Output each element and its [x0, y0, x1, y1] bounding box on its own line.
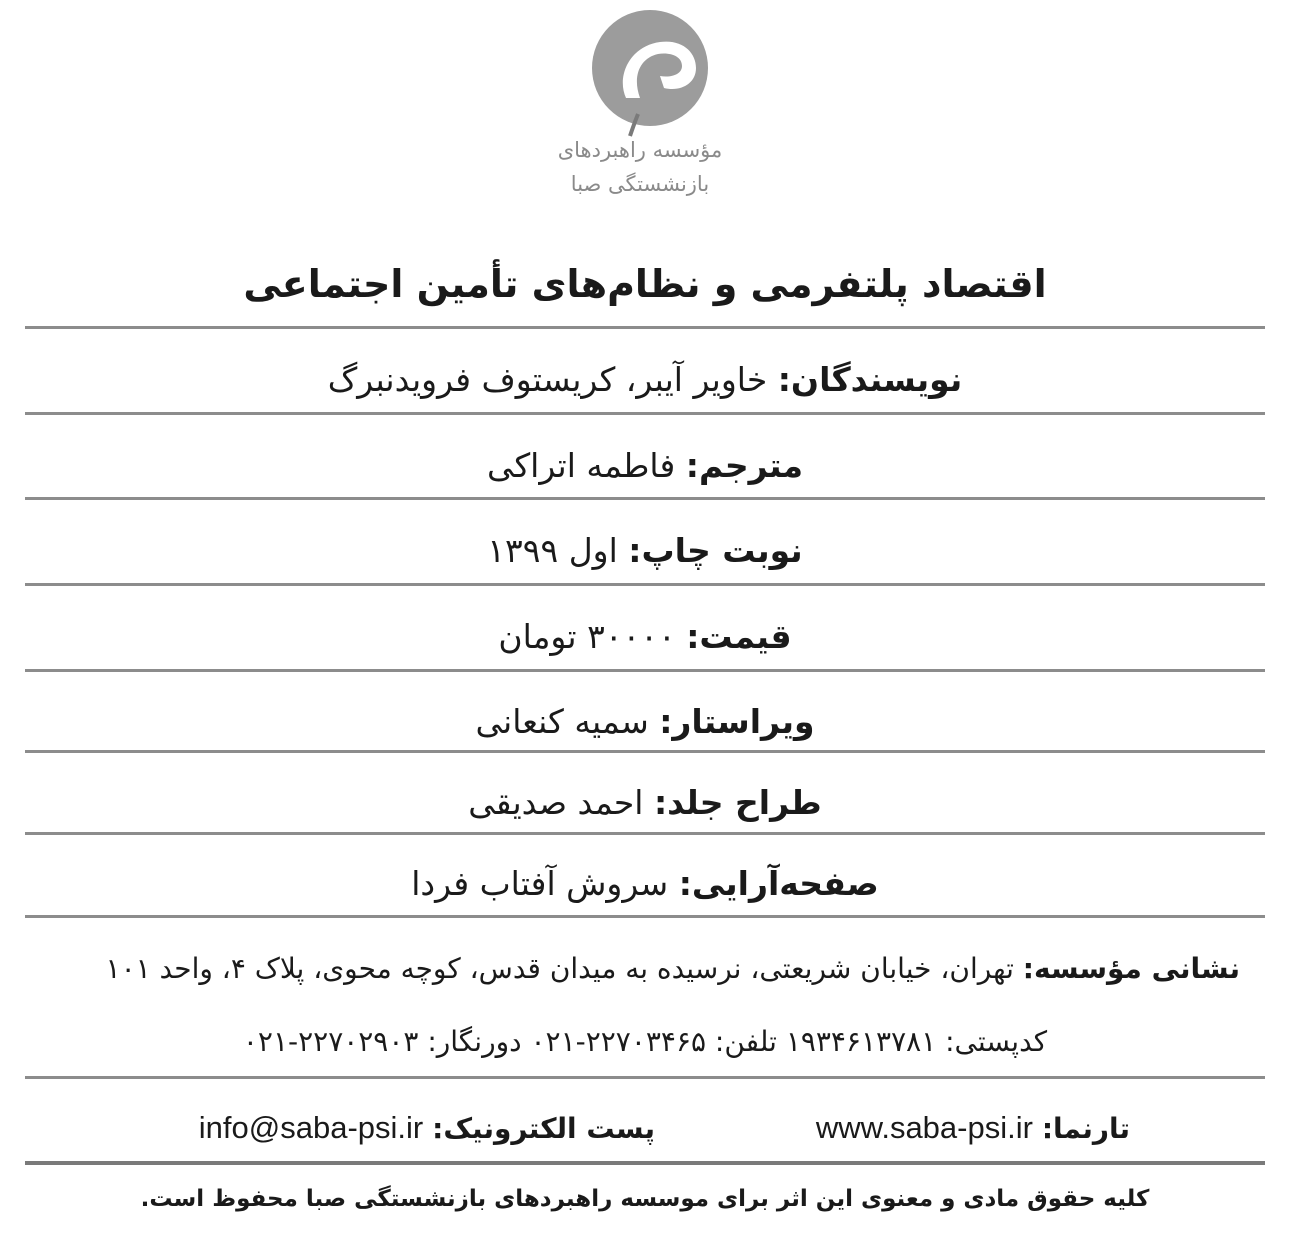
credit-label: نویسندگان: [777, 360, 963, 399]
credit-value: اول ۱۳۹۹ [487, 531, 629, 570]
website-link[interactable]: www.saba-psi.ir [815, 1110, 1033, 1145]
book-title: اقتصاد پلتفرمی و نظام‌های تأمین اجتماعی [243, 262, 1047, 306]
credit-value: خاویر آیبر، کریستوف فرویدنبرگ [327, 360, 778, 399]
credit-cover-designer [25, 783, 1265, 822]
credit-translator [25, 446, 1265, 485]
divider [25, 326, 1265, 329]
website-line [816, 1110, 1130, 1146]
credit-value: سمیه کنعانی [475, 702, 660, 741]
divider [25, 832, 1265, 835]
logo-text-line1: مؤسسه راهبردهای [557, 138, 723, 162]
credit-label: ویراستار: [659, 702, 815, 741]
credit-authors [25, 360, 1265, 399]
divider [25, 583, 1265, 586]
website-label: تارنما: [1041, 1112, 1130, 1145]
divider [25, 497, 1265, 500]
postal-phone-fax: کدپستی: ۱۹۳۴۶۱۳۷۸۱ تلفن: ۲۲۷۰۳۴۶۵-۰۲۱ دورنگار: ۲۲۷۰۲۹۰۳-۰۲۱ [242, 1025, 1048, 1058]
credit-value: ۳۰۰۰۰ تومان [498, 617, 687, 656]
divider [25, 1161, 1265, 1165]
divider [25, 750, 1265, 753]
credit-label: مترجم: [685, 446, 804, 485]
credit-layout [25, 864, 1265, 903]
credit-label: طراح جلد: [653, 783, 822, 822]
credit-value: احمد صدیقی [468, 783, 654, 822]
divider [25, 669, 1265, 672]
credit-editor [25, 702, 1265, 741]
address-line [40, 952, 1240, 985]
divider [25, 915, 1265, 918]
credit-value: فاطمه اتراکی [486, 446, 686, 485]
credit-edition [25, 531, 1265, 570]
logo-text-line2: بازنشستگی صبا [570, 172, 710, 196]
copyright-notice: کلیه حقوق مادی و معنوی این اثر برای موسسه راهبردهای بازنشستگی صبا محفوظ است. [140, 1186, 1150, 1212]
divider [25, 412, 1265, 415]
email-link[interactable]: info@saba-psi.ir [198, 1110, 424, 1145]
credit-label: صفحه‌آرایی: [678, 864, 879, 903]
address-value: تهران، خیابان شریعتی، نرسیده به میدان قدس، کوچه محوی، پلاک ۴، واحد ۱۰۱ [105, 952, 1023, 985]
divider [25, 1076, 1265, 1079]
credit-value: سروش آفتاب فردا [411, 864, 679, 903]
email-label: پست الکترونیک: [432, 1112, 655, 1145]
email-line [199, 1110, 655, 1146]
credit-label: نوبت چاپ: [628, 531, 803, 570]
credit-price [25, 617, 1265, 656]
credit-label: قیمت: [686, 617, 792, 656]
address-label: نشانی مؤسسه: [1022, 952, 1240, 985]
